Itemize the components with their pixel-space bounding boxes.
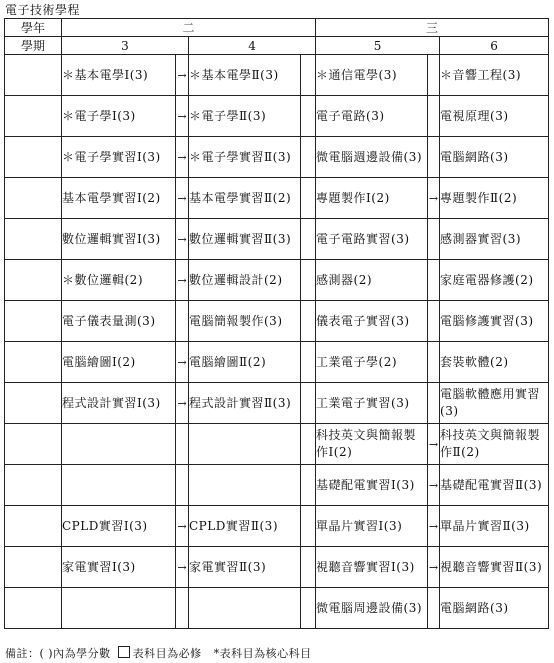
arrow-gap-cell: [176, 588, 189, 629]
course-cell-term4: 電腦簡報製作(3): [189, 301, 301, 342]
course-cell-term4: 程式設計實習Ⅱ(3): [189, 383, 301, 424]
year-gap-cell: [301, 588, 316, 629]
course-cell-term4: ＊電子學實習Ⅱ(3): [189, 137, 301, 178]
year-gap-cell: [301, 342, 316, 383]
arrow-gap-cell: [428, 260, 440, 301]
course-cell-term4: ＊電子學Ⅱ(3): [189, 96, 301, 137]
arrow-gap-cell: [428, 424, 440, 465]
course-cell-term5: 單晶片實習Ⅰ(3): [316, 506, 428, 547]
course-cell-term4: [189, 424, 301, 465]
course-cell-term6: 視聽音響實習Ⅱ(3): [440, 547, 549, 588]
arrow-right-icon: →: [428, 192, 439, 205]
course-cell-term5: 微電腦週邊設備(3): [316, 137, 428, 178]
course-cell-term3: CPLD實習Ⅰ(3): [62, 506, 176, 547]
term-3-header: 3: [62, 37, 189, 55]
course-cell-term5: 工業電子實習(3): [316, 383, 428, 424]
arrow-gap-cell: [176, 383, 189, 424]
row-label-cell: [5, 547, 62, 588]
arrow-gap-cell: [428, 383, 440, 424]
table-row: [5, 342, 549, 383]
course-cell-term5: 工業電子學(2): [316, 342, 428, 383]
table-row: [5, 260, 549, 301]
header-row-term: [5, 37, 549, 55]
course-cell-term3: 基本電學實習Ⅰ(2): [62, 178, 176, 219]
course-cell-term6: 專題製作Ⅱ(2): [440, 178, 549, 219]
table-row: [5, 55, 549, 96]
year-gap-cell: [301, 260, 316, 301]
course-cell-term4: 家電實習Ⅱ(3): [189, 547, 301, 588]
course-cell-term3: 家電實習Ⅰ(3): [62, 547, 176, 588]
year-gap-cell: [301, 55, 316, 96]
year-label: 學年: [5, 19, 62, 37]
row-label-cell: [5, 342, 62, 383]
year-2-header: 二: [62, 19, 316, 37]
course-cell-term4: [189, 465, 301, 506]
arrow-gap-cell: [176, 547, 189, 588]
arrow-gap-cell: [176, 178, 189, 219]
arrow-right-icon: →: [177, 151, 187, 164]
table-row: [5, 178, 549, 219]
year-gap-cell: [301, 178, 316, 219]
footer-credit-note: 備註：( )內為學分數: [5, 647, 111, 660]
course-cell-term3: ＊數位邏輯(2): [62, 260, 176, 301]
course-cell-term5: 基礎配電實習Ⅰ(3): [316, 465, 428, 506]
arrow-right-icon: →: [177, 520, 187, 533]
footer-required-note: 表科目為必修: [132, 647, 202, 660]
arrow-gap-cell: [428, 506, 440, 547]
row-label-cell: [5, 219, 62, 260]
course-cell-term5: 電子電路實習(3): [316, 219, 428, 260]
year-gap-cell: [301, 506, 316, 547]
table-row: [5, 301, 549, 342]
table-row: [5, 424, 549, 465]
arrow-right-icon: →: [428, 479, 439, 492]
arrow-gap-cell: [428, 342, 440, 383]
course-cell-term4: CPLD實習Ⅱ(3): [189, 506, 301, 547]
arrow-gap-cell: [176, 137, 189, 178]
course-cell-term3: [62, 465, 176, 506]
footer-note: [5, 645, 312, 661]
course-cell-term3: ＊基本電學Ⅰ(3): [62, 55, 176, 96]
course-cell-term3: 電子儀表量測(3): [62, 301, 176, 342]
course-cell-term6: 基礎配電實習Ⅱ(3): [440, 465, 549, 506]
course-cell-term3: ＊電子學實習Ⅰ(3): [62, 137, 176, 178]
arrow-right-icon: →: [428, 561, 439, 574]
arrow-gap-cell: [176, 55, 189, 96]
course-cell-term3: 電腦繪圖Ⅰ(2): [62, 342, 176, 383]
row-label-cell: [5, 588, 62, 629]
arrow-gap-cell: [176, 301, 189, 342]
year-gap-cell: [301, 137, 316, 178]
course-cell-term5: 專題製作Ⅰ(2): [316, 178, 428, 219]
arrow-gap-cell: [428, 137, 440, 178]
arrow-right-icon: →: [177, 274, 187, 287]
term-5-header: 5: [316, 37, 440, 55]
arrow-gap-cell: [176, 465, 189, 506]
course-cell-term6: 科技英文與簡報製作Ⅱ(2): [440, 424, 549, 465]
header-row-year: [5, 19, 549, 37]
arrow-gap-cell: [176, 506, 189, 547]
course-cell-term6: 套裝軟體(2): [440, 342, 549, 383]
course-cell-term5: 儀表電子實習(3): [316, 301, 428, 342]
year-gap-cell: [301, 547, 316, 588]
year-gap-cell: [301, 465, 316, 506]
footer-core-note: *表科目為核心科目: [213, 647, 312, 660]
page-title: 電子技術學程: [5, 3, 81, 17]
arrow-right-icon: →: [177, 110, 187, 123]
course-cell-term5: 視聽音響實習Ⅰ(3): [316, 547, 428, 588]
year-gap-cell: [301, 383, 316, 424]
course-cell-term3: ＊電子學Ⅰ(3): [62, 96, 176, 137]
row-label-cell: [5, 137, 62, 178]
arrow-right-icon: →: [177, 233, 187, 246]
table-row: [5, 588, 549, 629]
arrow-gap-cell: [428, 219, 440, 260]
row-label-cell: [5, 506, 62, 547]
table-row: [5, 96, 549, 137]
year-gap-cell: [301, 301, 316, 342]
course-cell-term6: ＊音響工程(3): [440, 55, 549, 96]
course-cell-term3: 數位邏輯實習Ⅰ(3): [62, 219, 176, 260]
arrow-right-icon: →: [177, 69, 187, 82]
arrow-gap-cell: [176, 342, 189, 383]
row-label-cell: [5, 424, 62, 465]
year-gap-cell: [301, 96, 316, 137]
arrow-gap-cell: [428, 96, 440, 137]
row-label-cell: [5, 260, 62, 301]
arrow-right-icon: →: [177, 192, 187, 205]
arrow-right-icon: →: [177, 397, 187, 410]
course-cell-term5: ＊通信電學(3): [316, 55, 428, 96]
row-label-cell: [5, 465, 62, 506]
year-3-header: 三: [316, 19, 549, 37]
course-cell-term5: 感測器(2): [316, 260, 428, 301]
course-cell-term4: [189, 588, 301, 629]
course-cell-term6: 電腦軟體應用實習(3): [440, 383, 549, 424]
course-cell-term6: 感測器實習(3): [440, 219, 549, 260]
arrow-gap-cell: [428, 547, 440, 588]
arrow-gap-cell: [428, 55, 440, 96]
row-label-cell: [5, 96, 62, 137]
course-cell-term5: 科技英文與簡報製作Ⅰ(2): [316, 424, 428, 465]
course-cell-term6: 電腦修護實習(3): [440, 301, 549, 342]
table-row: [5, 547, 549, 588]
course-cell-term6: 家庭電器修護(2): [440, 260, 549, 301]
course-rows: [5, 55, 549, 629]
table-row: [5, 506, 549, 547]
course-cell-term6: 電腦網路(3): [440, 588, 549, 629]
row-label-cell: [5, 383, 62, 424]
arrow-gap-cell: [428, 465, 440, 506]
course-cell-term4: 數位邏輯設計(2): [189, 260, 301, 301]
course-cell-term6: 電腦網路(3): [440, 137, 549, 178]
table-row: [5, 219, 549, 260]
course-cell-term3: [62, 588, 176, 629]
row-label-cell: [5, 178, 62, 219]
table-row: [5, 465, 549, 506]
arrow-gap-cell: [428, 301, 440, 342]
year-gap-cell: [301, 424, 316, 465]
term-label: 學期: [5, 37, 62, 55]
arrow-gap-cell: [428, 178, 440, 219]
arrow-gap-cell: [176, 260, 189, 301]
arrow-gap-cell: [176, 219, 189, 260]
arrow-gap-cell: [176, 424, 189, 465]
arrow-right-icon: →: [177, 356, 187, 369]
arrow-gap-cell: [176, 96, 189, 137]
course-cell-term6: 單晶片實習Ⅱ(3): [440, 506, 549, 547]
arrow-right-icon: →: [428, 520, 439, 533]
required-box-icon: [118, 646, 130, 658]
term-6-header: 6: [440, 37, 549, 55]
arrow-gap-cell: [428, 588, 440, 629]
row-label-cell: [5, 301, 62, 342]
course-cell-term3: [62, 424, 176, 465]
term-4-header: 4: [189, 37, 316, 55]
course-cell-term5: 電子電路(3): [316, 96, 428, 137]
course-cell-term3: 程式設計實習Ⅰ(3): [62, 383, 176, 424]
course-cell-term4: 數位邏輯實習Ⅱ(3): [189, 219, 301, 260]
course-cell-term4: 基本電學實習Ⅱ(2): [189, 178, 301, 219]
course-cell-term5: 微電腦周邊設備(3): [316, 588, 428, 629]
year-gap-cell: [301, 219, 316, 260]
arrow-right-icon: →: [177, 561, 187, 574]
row-label-cell: [5, 55, 62, 96]
arrow-right-icon: →: [428, 438, 439, 451]
course-cell-term4: ＊基本電學Ⅱ(3): [189, 55, 301, 96]
course-cell-term6: 電視原理(3): [440, 96, 549, 137]
course-table: [4, 18, 549, 629]
table-row: [5, 137, 549, 178]
course-cell-term4: 電腦繪圖Ⅱ(2): [189, 342, 301, 383]
table-row: [5, 383, 549, 424]
